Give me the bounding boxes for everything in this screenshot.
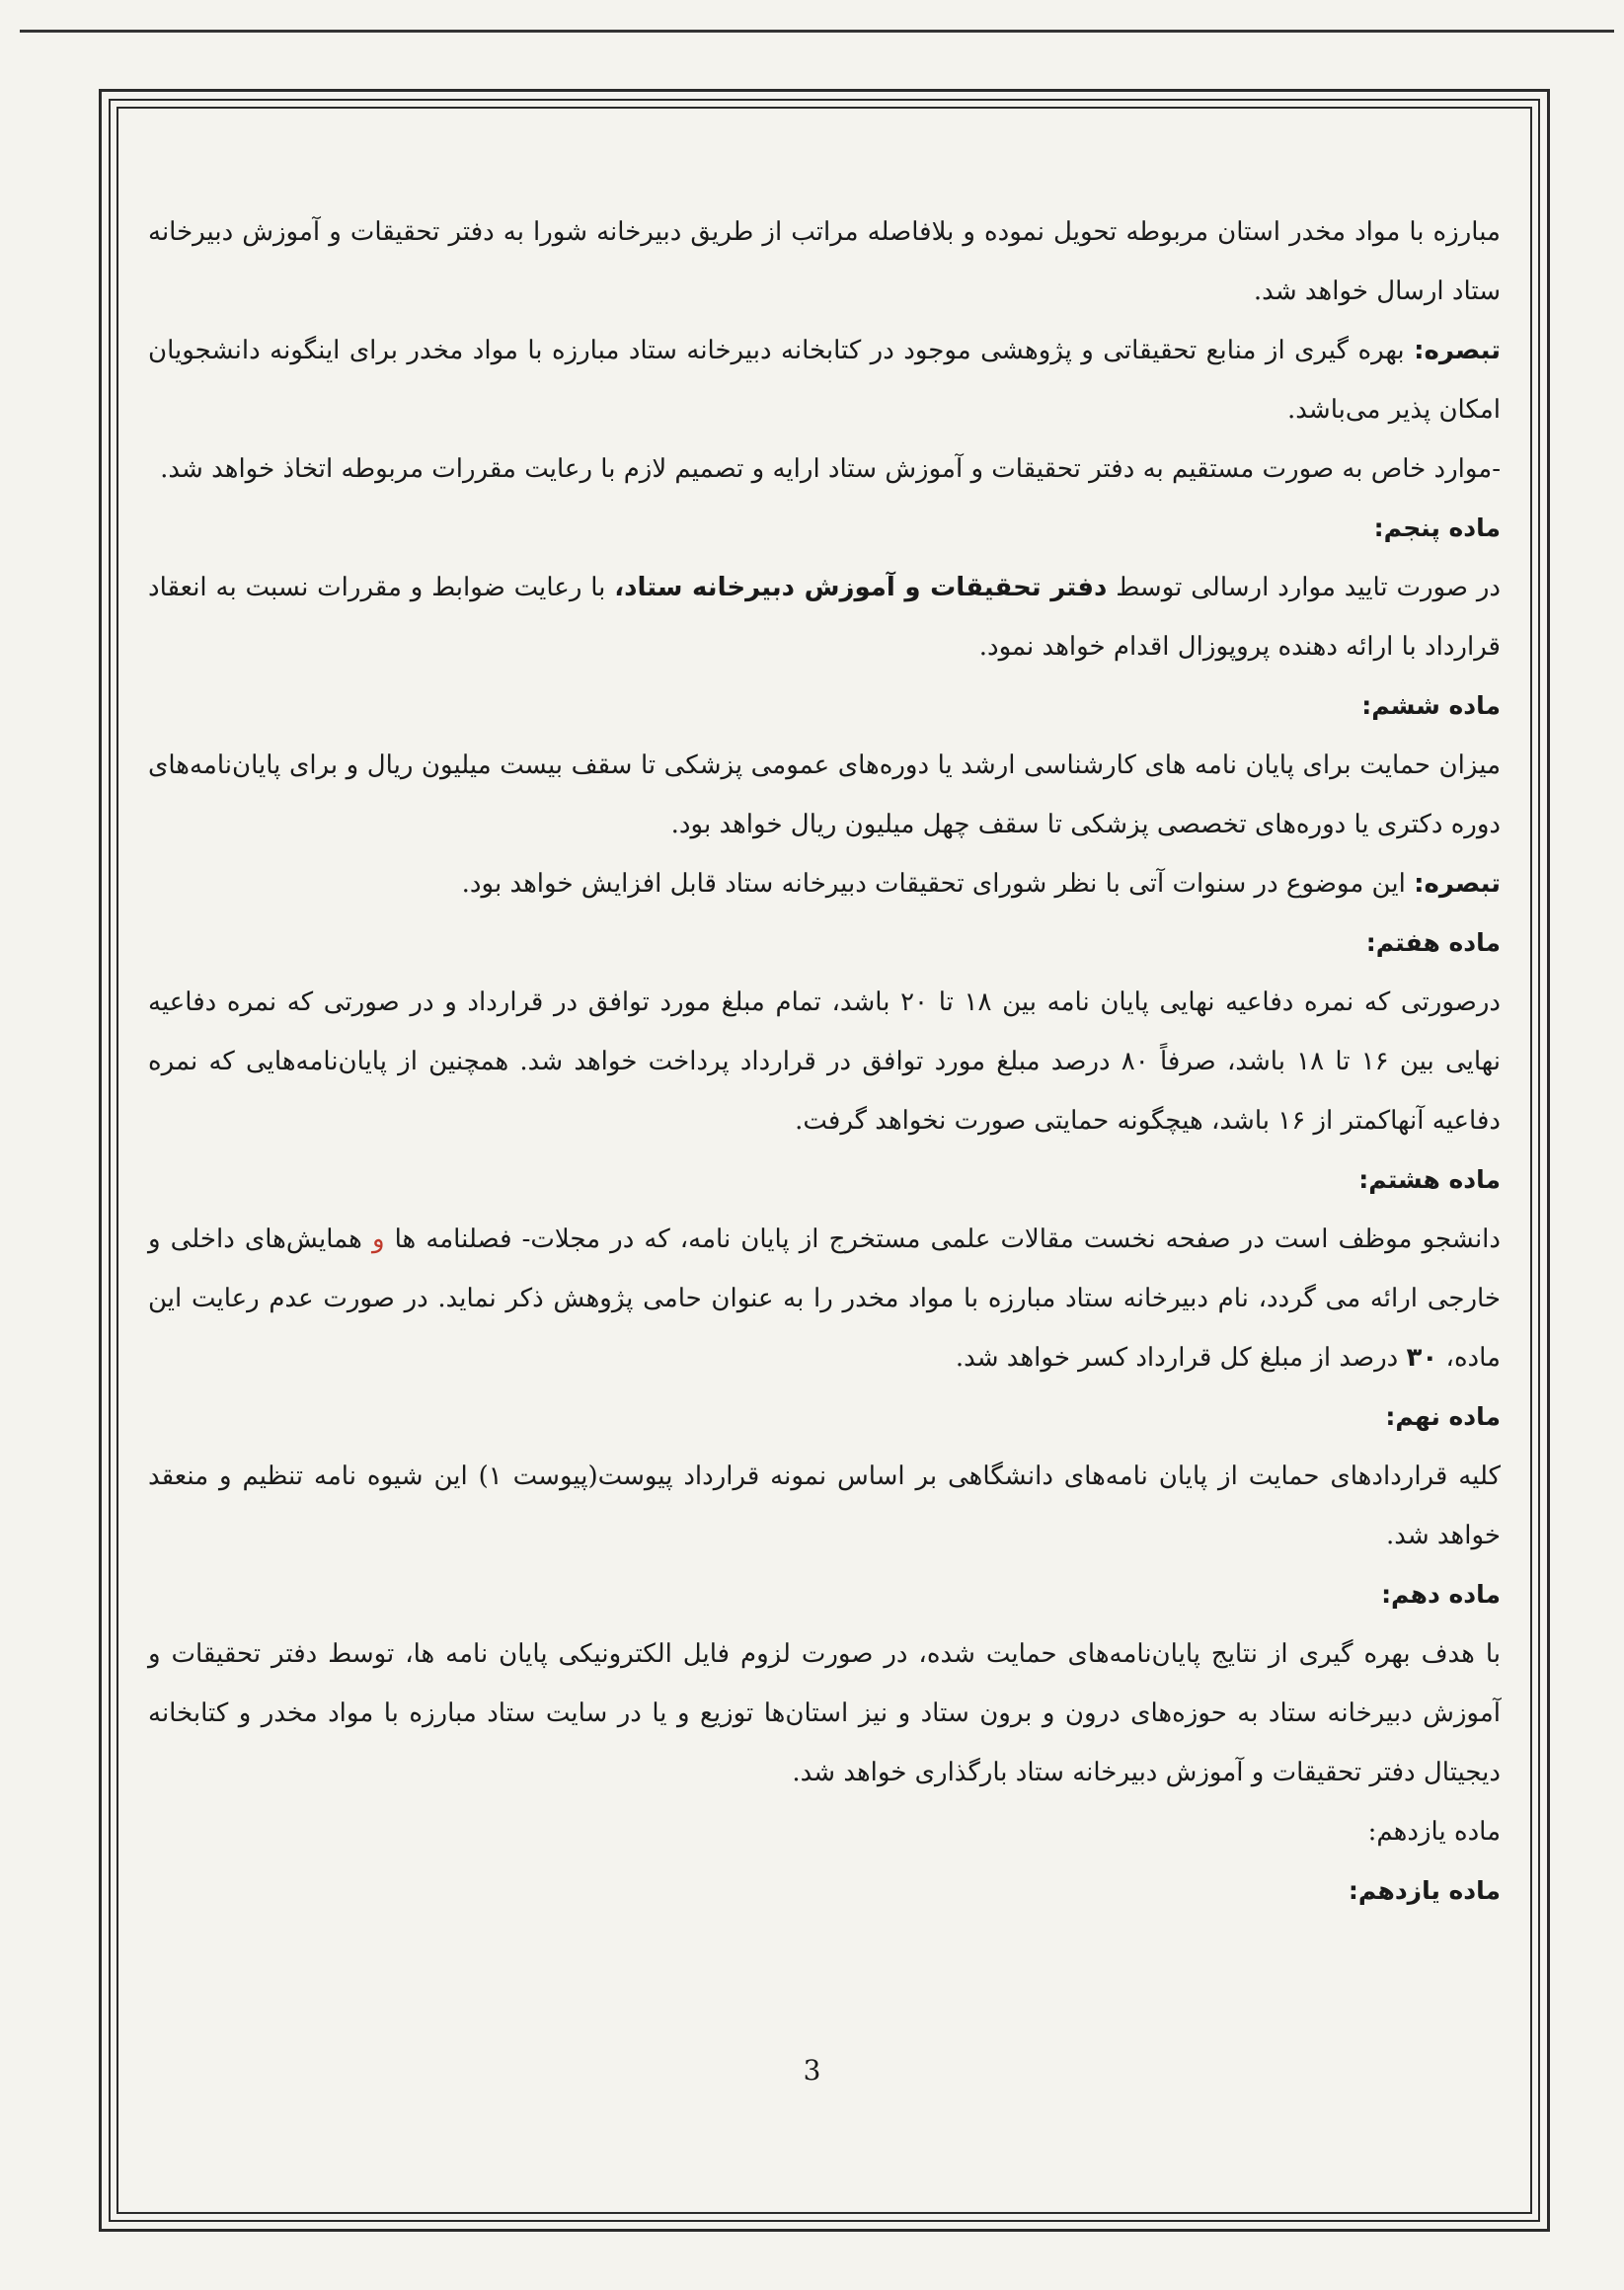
article-heading: ماده ششم: [1361,691,1501,720]
article-heading: ماده دهم: [1381,1580,1501,1609]
top-rule [20,30,1614,33]
article-heading: ماده یازدهم: [1348,1876,1501,1905]
paragraph: در صورت تایید موارد ارسالی توسط دفتر تحقیقات و آموزش دبیرخانه ستاد، با رعایت ضوابط و مقررات نسبت به انعقاد قرارداد با ارائه دهنده پروپوزال اقدام خواهد نمود. [148,573,1501,662]
note-text: این موضوع در سنوات آتی با نظر شورای تحقیقات دبیرخانه ستاد قابل افزایش خواهد بود. [461,869,1415,899]
article-heading: ماده نهم: [1385,1402,1501,1431]
note-paragraph [148,854,1501,913]
paragraph: میزان حمایت برای پایان نامه های کارشناسی ارشد یا دوره‌های عمومی پزشکی تا سقف بیست میلیون ریال و برای پایان‌نامه‌های دوره دکتری یا دوره‌های تخصصی پزشکی تا سقف چهل میلیون ریال خواهد بود. [148,750,1501,839]
paragraph: کلیه قراردادهای حمایت از پایان نامه‌های دانشگاهی بر اساس نمونه قرارداد پیوست(پیوست ۱) این شیوه نامه تنظیم و منعقد خواهد شد. [148,1461,1501,1550]
note-text: بهره گیری از منابع تحقیقاتی و پژوهشی موجود در کتابخانه دبیرخانه ستاد مبارزه با مواد مخدر برای اینگونه دانشجویان امکان پذیر می‌باشد. [148,336,1501,425]
note-label: تبصره: [1414,336,1501,365]
document-body [148,202,1501,1921]
page-number: 3 [803,2054,821,2087]
note-label: تبصره: [1414,869,1501,899]
article-heading: ماده هفتم: [1365,928,1501,957]
paragraph: با هدف بهره گیری از نتایج پایان‌نامه‌های حمایت شده، در صورت لزوم فایل الکترونیکی پایان نامه ها، توسط دفتر تحقیقات و آموزش دبیرخانه ستاد به حوزه‌های درون و برون ستاد و نیز استان‌ها توزیع و یا در سایت ستاد مبارزه با مواد مخدر و کتابخانه دیجیتال دفتر تحقیقات و آموزش دبیرخانه ستاد بارگذاری خواهد شد. [148,1639,1501,1787]
paragraph: مبارزه با مواد مخدر استان مربوطه تحویل نموده و بلافاصله مراتب از طریق دبیرخانه شورا به دفتر تحقیقات و آموزش دبیرخانه ستاد ارسال خواهد شد. [148,217,1501,306]
article-heading: ماده هشتم: [1358,1165,1501,1194]
article-heading: ماده پنجم: [1373,513,1501,542]
paragraph: ماده یازدهم: [1367,1817,1501,1847]
paragraph: درصورتی که نمره دفاعیه نهایی پایان نامه بین ۱۸ تا ۲۰ باشد، تمام مبلغ مورد توافق در قرارداد و در صورتی که نمره دفاعیه نهایی بین ۱۶ تا ۱۸ باشد، صرفاً ۸۰ درصد مبلغ مورد توافق در قرارداد پرداخت خواهد شد. همچنین از پایان‌نامه‌هایی که نمره دفاعیه آنهاکمتر از ۱۶ باشد، هیچگونه حمایتی صورت نخواهد گرفت. [148,987,1502,1136]
paragraph: دانشجو موظف است در صفحه نخست مقالات علمی مستخرج از پایان نامه، که در مجلات- فصلنامه ها و همایش‌های داخلی و خارجی ارائه می گردد، نام دبیرخانه ستاد مبارزه با مواد مخدر را به عنوان حامی پژوهش ذکر نماید. در صورت عدم رعایت این ماده، ۳۰ درصد از مبلغ کل قرارداد کسر خواهد شد. [148,1224,1501,1373]
paragraph: -موارد خاص به صورت مستقیم به دفتر تحقیقات و آموزش ستاد ارایه و تصمیم لازم با رعایت مقررات مربوطه اتخاذ خواهد شد. [160,454,1501,484]
note-paragraph [148,321,1501,439]
